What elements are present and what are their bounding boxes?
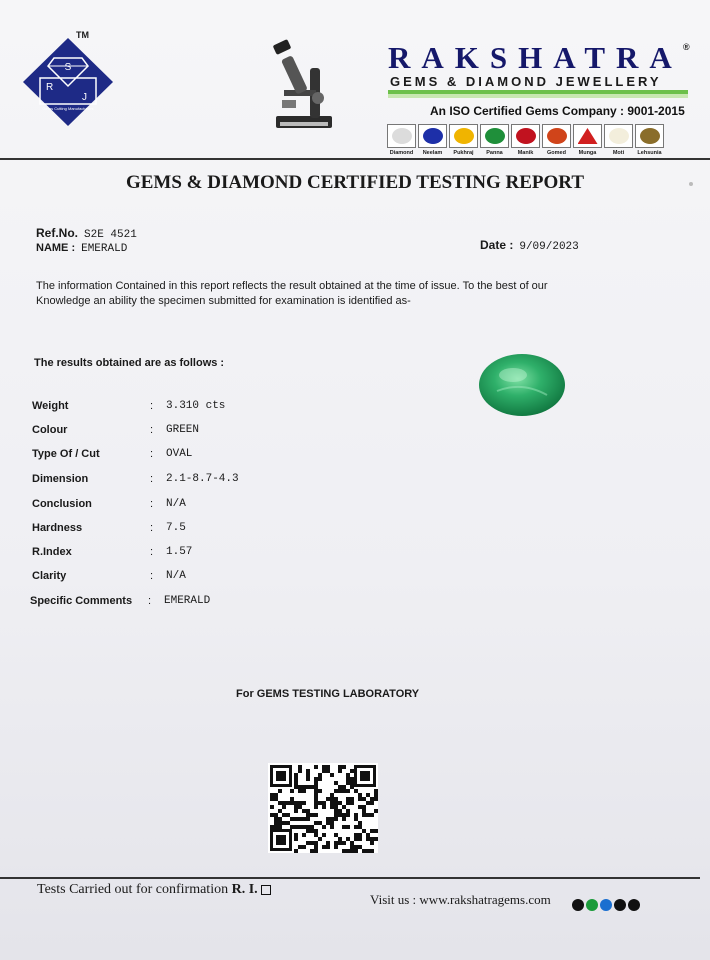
gem-swatch: [542, 124, 571, 148]
trademark-mark: TM: [76, 30, 89, 40]
result-value: OVAL: [166, 448, 193, 460]
gem-name: Munga: [578, 150, 597, 156]
gem-stone-icon: [454, 128, 474, 144]
gem-name: Panna: [486, 150, 503, 156]
gem-name: Manik: [517, 150, 534, 156]
result-value: 7.5: [166, 522, 186, 534]
result-colon: :: [150, 473, 154, 485]
result-value: N/A: [166, 498, 186, 510]
info-paragraph: [36, 279, 636, 309]
gem-stone-icon: [609, 128, 629, 144]
name-value: EMERALD: [81, 243, 128, 255]
gem-item: [604, 124, 633, 156]
emerald-stone-image: [477, 351, 567, 419]
youtube-icon[interactable]: [614, 899, 626, 911]
gem-swatch: [604, 124, 633, 148]
decorative-dot: [689, 182, 693, 186]
gem-name: Moti: [612, 150, 625, 156]
reference-number: [36, 226, 137, 241]
logo-letter-s: S: [64, 62, 72, 73]
brand-subtitle: GEMS & DIAMOND JEWELLERY: [390, 74, 662, 89]
gem-stone-icon: [485, 128, 505, 144]
result-label: Clarity: [32, 570, 67, 582]
gem-item: [449, 124, 478, 156]
gem-stone-icon: [547, 128, 567, 144]
specimen-name: [36, 242, 127, 255]
result-colon: :: [148, 595, 152, 607]
instagram-icon[interactable]: [628, 899, 640, 911]
name-label: NAME :: [36, 242, 76, 254]
gem-item: [573, 124, 602, 156]
social-icons: [572, 899, 640, 911]
report-date: [480, 238, 579, 253]
brand-name: RAKSHATRA: [388, 40, 683, 75]
whatsapp-icon[interactable]: [586, 899, 598, 911]
twitter-icon[interactable]: [600, 899, 612, 911]
company-logo: [18, 30, 118, 130]
result-colon: :: [150, 448, 154, 460]
page-title: GEMS & DIAMOND CERTIFIED TESTING REPORT: [125, 172, 585, 193]
gem-stone-icon: [640, 128, 660, 144]
gem-item: [418, 124, 447, 156]
microscope-icon: [262, 38, 340, 138]
result-colon: :: [150, 400, 154, 412]
gem-stone-icon: [423, 128, 443, 144]
facebook-icon[interactable]: [572, 899, 584, 911]
gem-swatch: [635, 124, 664, 148]
website-link[interactable]: Visit us : www.rakshatragems.com: [370, 892, 551, 907]
tests-code: R. I.: [231, 882, 258, 897]
result-value: EMERALD: [164, 595, 211, 607]
result-value: N/A: [166, 570, 186, 582]
result-colon: :: [150, 546, 154, 558]
registered-mark: ®: [683, 42, 690, 52]
result-label: Hardness: [32, 522, 83, 534]
checkbox-icon: [261, 885, 271, 895]
result-colon: :: [150, 498, 154, 510]
gem-item: [542, 124, 571, 156]
result-label: Specific Comments: [30, 595, 133, 607]
lab-signature-label: For GEMS TESTING LABORATORY: [236, 688, 420, 700]
gem-strip: [387, 124, 664, 156]
ref-label: Ref.No.: [36, 226, 78, 240]
results-heading: The results obtained are as follows :: [34, 357, 225, 369]
result-value: 3.310 cts: [166, 400, 226, 412]
gem-swatch: [418, 124, 447, 148]
result-colon: :: [150, 424, 154, 436]
ref-value: S2E 4521: [84, 229, 137, 241]
result-value: 2.1-8.7-4.3: [166, 473, 239, 485]
gem-stone-icon: [578, 128, 598, 144]
brand-color-band: [388, 90, 688, 98]
date-label: Date :: [480, 238, 514, 252]
result-label: Type Of / Cut: [32, 448, 100, 460]
header-divider: [0, 158, 710, 160]
gem-item: [635, 124, 664, 156]
gem-swatch: [573, 124, 602, 148]
result-label: Conclusion: [32, 498, 92, 510]
iso-certification: An ISO Certified Gems Company : 9001-2015: [430, 104, 685, 118]
result-colon: :: [150, 570, 154, 582]
gem-swatch: [387, 124, 416, 148]
info-line-2: Knowledge an ability the specimen submitted for examination is identified as-: [36, 295, 411, 307]
gem-name: Gomed: [547, 150, 566, 156]
tests-text: Tests Carried out for confirmation: [37, 882, 229, 897]
result-value: 1.57: [166, 546, 193, 558]
tests-note: [37, 882, 271, 898]
result-label: Colour: [32, 424, 68, 436]
gem-item: [387, 124, 416, 156]
info-line-1: The information Contained in this report reflects the result obtained at the time of issue. To the best of our: [36, 280, 548, 292]
gem-name: Lehsunia: [637, 150, 662, 156]
logo-subtext: Gems Cutting Manufacturers: [42, 106, 94, 111]
gem-name: Pukhraj: [453, 150, 474, 156]
gem-swatch: [511, 124, 540, 148]
logo-letter-r: R: [46, 82, 54, 93]
result-label: Dimension: [32, 473, 89, 485]
gem-item: [480, 124, 509, 156]
result-value: GREEN: [166, 424, 200, 436]
gem-name: Diamond: [389, 150, 414, 156]
gem-name: Neelam: [422, 150, 443, 156]
gem-swatch: [480, 124, 509, 148]
result-colon: :: [150, 522, 154, 534]
gem-swatch: [449, 124, 478, 148]
gem-item: [511, 124, 540, 156]
result-label: R.Index: [32, 546, 72, 558]
qr-code[interactable]: [268, 763, 378, 853]
date-value: 9/09/2023: [519, 241, 579, 253]
logo-letter-j: J: [82, 92, 87, 103]
footer-divider: [0, 877, 700, 879]
gem-stone-icon: [392, 128, 412, 144]
result-label: Weight: [32, 400, 69, 412]
gem-stone-icon: [516, 128, 536, 144]
